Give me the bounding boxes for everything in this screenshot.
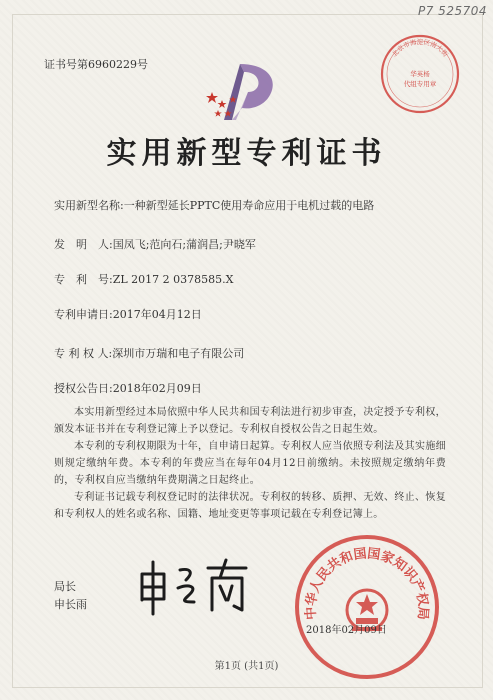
field-label: 发 明 人:	[54, 238, 113, 251]
field-grant-date	[54, 380, 202, 396]
field-value: 2018年02月09日	[112, 382, 202, 395]
field-label: 专 利 权 人:	[54, 347, 113, 360]
certificate-number: 证书号第6960229号	[44, 58, 148, 71]
field-label: 专 利 号:	[54, 273, 113, 286]
field-label: 授权公告日:	[54, 382, 113, 395]
agency-stamp-line-1: 华英杨	[410, 70, 430, 78]
field-value: ZL 2017 2 0378585.X	[112, 273, 234, 286]
handwritten-note: P7 525704	[418, 4, 487, 18]
signatory-title: 局长	[54, 580, 76, 593]
page-footer: 第1页 (共1页)	[214, 661, 279, 672]
agency-stamp-arc-text: 北京市海淀区南大街	[390, 38, 450, 59]
seal-arc-text: 中华人民共和国国家知识产权局	[303, 546, 431, 621]
svg-text:北京市海淀区南大街	[390, 37, 451, 59]
field-filing-date	[54, 306, 202, 322]
certificate-body	[54, 404, 446, 523]
certificate-title: 实用新型专利证书	[106, 136, 387, 171]
body-paragraph-3: 专利证书记载专利权登记时的法律状况。专利权的转移、质押、无效、终止、恢复和专利权人的姓名或名称、国籍、地址变更等事项记载在专利登记簿上。	[54, 492, 446, 520]
field-value: 深圳市万瑞和电子有限公司	[112, 347, 245, 360]
seal-date: 2018年02月09日	[306, 625, 387, 636]
field-value: 2017年04月12日	[112, 308, 202, 321]
field-utility-model-name	[54, 197, 374, 213]
body-paragraph-1: 本实用新型经过本局依照中华人民共和国专利法进行初步审查，决定授予专利权，颁发本证书并在专利登记簿上予以登记。专利权自授权公告之日起生效。	[54, 407, 446, 435]
field-value: 国凤飞;范向石;蒲润昌;尹晓军	[112, 238, 256, 251]
agency-stamp-line-2: 代组专用章	[403, 80, 437, 88]
field-patent-number	[54, 271, 233, 287]
patent-office-emblem-icon	[206, 62, 282, 126]
signatory-name: 申长雨	[54, 598, 87, 611]
field-value: 一种新型延长PPTC使用寿命应用于电机过载的电路	[123, 199, 375, 212]
body-paragraph-2: 本专利的专利权期限为十年，自申请日起算。专利权人应当依照专利法及其实施细则规定缴纳年费。本专利的年费应当在每年04月12日前缴纳。未按照规定缴纳年费的，专利权自应当缴纳年费期满之日起终止。	[54, 441, 446, 486]
agency-stamp	[378, 32, 462, 116]
field-label: 实用新型名称:	[54, 199, 124, 212]
field-patentee	[54, 345, 244, 361]
field-inventors	[54, 236, 256, 252]
field-label: 专利申请日:	[54, 308, 113, 321]
handwritten-signature	[134, 556, 254, 618]
